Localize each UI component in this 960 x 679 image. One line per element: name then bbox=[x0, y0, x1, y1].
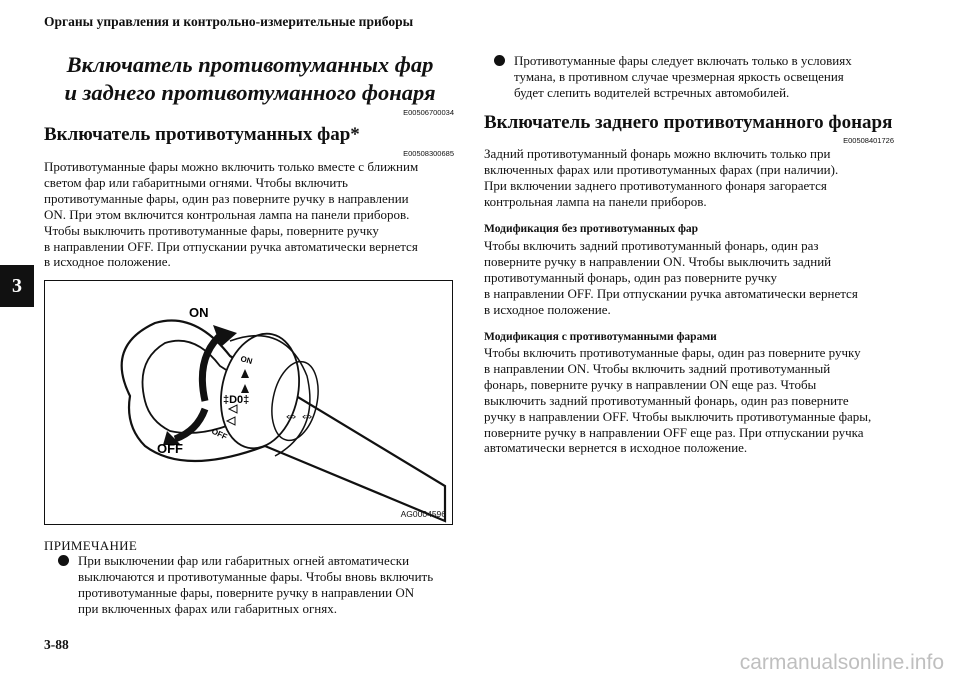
text-line: в направлении OFF. При отпускании ручка автоматически вернется bbox=[44, 238, 418, 254]
subsection-without-fog-text bbox=[484, 238, 914, 318]
svg-text:⇔⇔: ⇔⇔ bbox=[283, 408, 315, 425]
running-header: Органы управления и контрольно-измерительные приборы bbox=[44, 14, 414, 29]
text-line: в направлении OFF. При отпускании ручка автоматически вернется bbox=[484, 285, 858, 301]
text-line: ручку в направлении OFF. Чтобы выключить противотуманные фары, bbox=[484, 408, 872, 424]
page-number: 3-88 bbox=[44, 637, 69, 652]
text-line: При включении заднего противотуманного фонаря загорается bbox=[484, 177, 827, 193]
bullet-dot-icon bbox=[494, 55, 505, 66]
text-line: противотуманный фонарь, один раз поверните ручку bbox=[484, 269, 777, 285]
text-line: ON. При этом включится контрольная лампа на панели приборов. bbox=[44, 206, 410, 222]
text-line: контрольная лампа на панели приборов. bbox=[484, 193, 707, 209]
text-line: выключаются и противотуманные фары. Чтобы вновь включить bbox=[78, 568, 434, 584]
main-title-line-2: и заднего противотуманного фонаря bbox=[64, 80, 436, 105]
text-line: в направлении ON. Чтобы включить задний противотуманный bbox=[484, 360, 831, 376]
subsection-with-fog-text bbox=[484, 345, 914, 456]
text-line: Противотуманные фары следует включать только в условиях bbox=[514, 53, 852, 68]
main-title-code: E00506700034 bbox=[403, 108, 454, 117]
text-line: включенных фарах или противотуманных фарах (при наличии). bbox=[484, 161, 839, 177]
text-line: Чтобы включить задний противотуманный фонарь, один раз bbox=[484, 238, 819, 253]
text-line: фонарь, поверните ручку в направлении ON еще раз. Чтобы bbox=[484, 376, 817, 392]
text-line: Чтобы включить противотуманные фары, один раз поверните ручку bbox=[484, 345, 861, 360]
svg-text:‡D0‡: ‡D0‡ bbox=[223, 394, 250, 406]
text-line: будет слепить водителей встречных автомобилей. bbox=[514, 84, 790, 100]
on-label: ON bbox=[189, 305, 209, 320]
text-line: Задний противотуманный фонарь можно включить только при bbox=[484, 146, 831, 161]
bullet-dot-icon bbox=[58, 555, 69, 566]
fog-switch-drawing bbox=[45, 281, 452, 524]
text-line: тумана, в противном случае чрезмерная яркость освещения bbox=[514, 68, 844, 84]
text-line: При выключении фар или габаритных огней автоматически bbox=[78, 553, 410, 568]
switch-illustration bbox=[44, 280, 453, 525]
warning-text bbox=[514, 53, 852, 101]
main-title bbox=[44, 51, 456, 107]
off-label: OFF bbox=[157, 441, 183, 456]
text-line: автоматически вернется в исходное положение. bbox=[484, 440, 748, 456]
text-line: поверните ручку в направлении ON. Чтобы выключить задний bbox=[484, 253, 832, 269]
text-line: в исходное положение. bbox=[484, 301, 611, 317]
section-tab: 3 bbox=[0, 265, 34, 307]
rear-fog-lamp-intro bbox=[484, 146, 914, 210]
text-line: выключить задний противотуманный фонарь, один раз поверните bbox=[484, 392, 849, 408]
subsection-with-fog-heading: Модификация с противотуманными фарами bbox=[484, 331, 717, 343]
text-line: поверните ручку в направлении OFF еще раз. При отпускании ручка bbox=[484, 424, 864, 440]
rear-fog-lamp-code: E00508401726 bbox=[843, 136, 894, 145]
fog-lamp-switch-text bbox=[44, 159, 464, 270]
text-line: Противотуманные фары можно включить только вместе с ближним bbox=[44, 159, 419, 174]
fog-lamp-switch-code: E00508300685 bbox=[403, 149, 454, 158]
subsection-without-fog-heading: Модификация без противотуманных фар bbox=[484, 223, 699, 235]
note-label: ПРИМЕЧАНИЕ bbox=[44, 538, 138, 553]
fog-lamp-switch-heading: Включатель противотуманных фар* bbox=[44, 124, 360, 145]
text-line: противотуманные фары, поверните ручку в направлении ON bbox=[78, 584, 415, 600]
text-line: светом фар или габаритными огнями. Чтобы включить bbox=[44, 174, 348, 190]
text-line: при включенных фарах или габаритных огнях. bbox=[78, 600, 337, 616]
note-bullet bbox=[58, 553, 468, 617]
watermark: carmanualsonline.info bbox=[739, 651, 944, 674]
knob-off-label: OFF bbox=[210, 426, 229, 442]
text-line: в исходное положение. bbox=[44, 254, 171, 270]
rear-fog-lamp-heading: Включатель заднего противотуманного фонаря bbox=[484, 112, 893, 133]
text-line: противотуманные фары, один раз поверните ручку в направлении bbox=[44, 190, 409, 206]
warning-bullet bbox=[494, 53, 914, 101]
knob-on-label: ON bbox=[239, 354, 254, 367]
main-title-line-1: Включатель противотуманных фар bbox=[66, 52, 434, 77]
figure-code: AG0004596 bbox=[400, 509, 446, 519]
text-line: Чтобы выключить противотуманные фары, поверните ручку bbox=[44, 222, 379, 238]
note-text bbox=[78, 553, 433, 617]
